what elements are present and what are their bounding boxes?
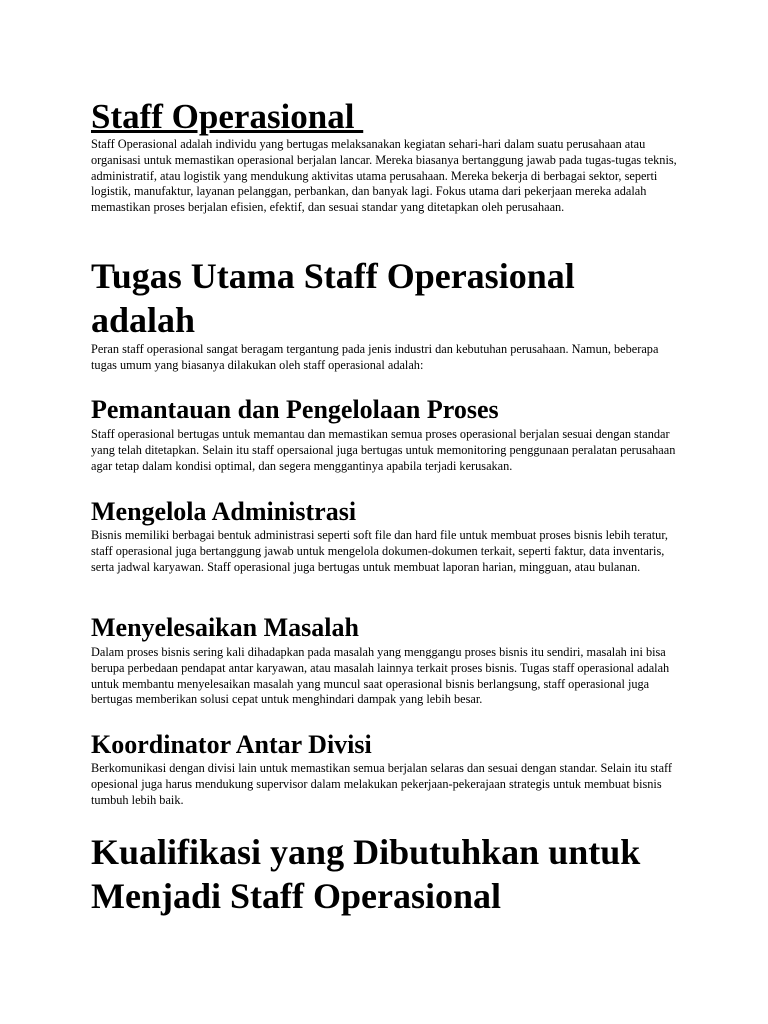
paragraph-administrasi: Bisnis memiliki berbagai bentuk administrasi seperti soft file dan hard file untuk membuat proses bisnis lebih teratur, staff operasional juga bertanggung jawab untuk mengelola dokumen-dokumen terkait, seperti faktur, data inventaris, serta jadwal karyawan. Staff operasional juga bertugas untuk membuat laporan harian, mingguan, atau bulanan. [91,528,668,574]
paragraph-masalah: Dalam proses bisnis sering kali dihadapkan pada masalah yang menggangu proses bisnis itu sendiri, masalah ini bisa berupa perbedaan pendapat antar karyawan, atau masalah lainnya terkait proses bisnis. Tugas staff operasional adalah untuk membantu menyelesaikan masalah yang muncul saat operasional bisnis berlangsung, staff operasional juga bertugas memberikan solusi cepat untuk menghindari dampak yang lebih besar. [91,645,670,707]
page-title: Staff Operasional [91,97,364,136]
paragraph-pemantauan: Staff operasional bertugas untuk memantau dan memastikan semua proses operasional berjalan sesuai dengan standar yang telah ditetapkan. Selain itu staff opersaional juga bertugas untuk memonitoring penggunaan peralatan perusahaan agar tetap dalam kondisi optimal, dan segera menggantinya apabila terjadi kerusakan. [91,427,676,473]
subheading-masalah: Menyelesaikan Masalah [91,613,359,642]
subheading-administrasi: Mengelola Administrasi [91,497,357,526]
paragraph-koordinator: Berkomunikasi dengan divisi lain untuk memastikan semua berjalan selaras dan sesuai dengan standar. Selain itu staff opesional juga harus mendukung supervisor dalam melakukan pekerjaan-pekerajaan strategis untuk membuat bisnis tumbuh lebih baik. [91,761,672,807]
section-heading-tugas-utama: Tugas Utama Staff Operasional adalah [91,256,575,340]
intro-paragraph: Staff Operasional adalah individu yang bertugas melaksanakan kegiatan sehari-hari dalam suatu perusahaan atau organisasi untuk memastikan operasional berjalan lancar. Mereka biasanya bertanggung jawab pada tugas-tugas teknis, administratif, atau logistik yang mendukung aktivitas utama perusahaan. Mereka bekerja di berbagai sektor, seperti logistik, manufaktur, layanan pelanggan, perbankan, dan banyak lagi. Fokus utama dari pekerjaan mereka adalah memastikan proses berjalan efisien, efektif, dan sesuai standar yang ditetapkan oleh perusahaan. [91,137,677,215]
subheading-koordinator: Koordinator Antar Divisi [91,730,372,759]
subheading-pemantauan: Pemantauan dan Pengelolaan Proses [91,395,499,424]
section-heading-kualifikasi: Kualifikasi yang Dibutuhkan untuk Menjadi Staff Operasional [91,832,641,916]
section-intro-paragraph: Peran staff operasional sangat beragam tergantung pada jenis industri dan kebutuhan perusahaan. Namun, beberapa tugas umum yang biasanya dilakukan oleh staff operasional adalah: [91,342,659,372]
